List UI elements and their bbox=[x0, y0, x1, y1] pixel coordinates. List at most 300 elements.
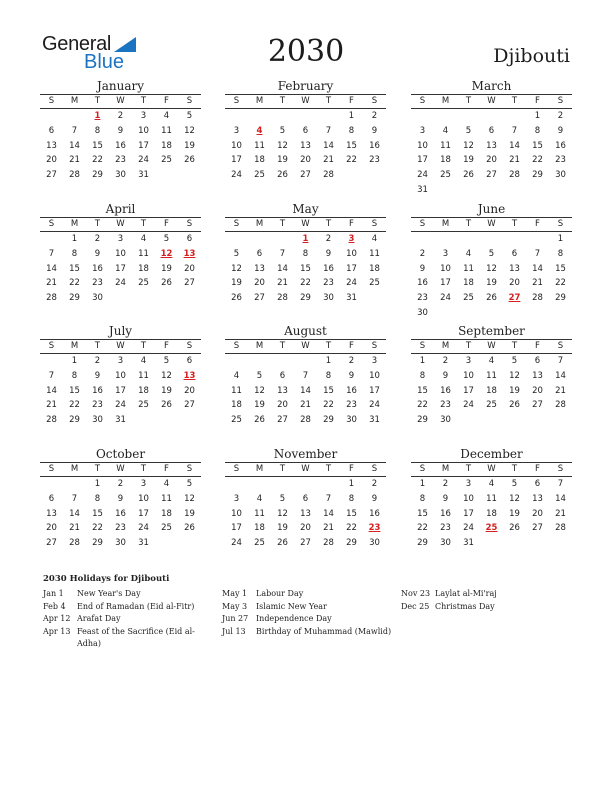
day-cell: 8 bbox=[71, 370, 78, 381]
empty-cell bbox=[294, 109, 317, 124]
day-cell: 15 bbox=[92, 140, 103, 151]
day-cell: 2 bbox=[371, 479, 378, 489]
day-cell: 25 bbox=[440, 170, 451, 181]
day-cell: 27 bbox=[46, 170, 57, 181]
day-cell: 13 bbox=[300, 140, 311, 151]
day-cell: 18 bbox=[254, 155, 265, 166]
day-cell: 24 bbox=[138, 155, 149, 166]
day-cell: 28 bbox=[323, 538, 334, 549]
day-cell: 20 bbox=[46, 523, 57, 534]
weekday-header bbox=[40, 339, 201, 354]
day-cell: 25 bbox=[463, 293, 474, 304]
empty-cell bbox=[271, 354, 294, 369]
weekday-label: M bbox=[255, 219, 264, 229]
month-february bbox=[225, 79, 386, 183]
weekday-label: T bbox=[325, 341, 332, 351]
day-cell: 8 bbox=[419, 370, 426, 381]
weekday-label: F bbox=[164, 96, 169, 106]
day-cell: 7 bbox=[48, 248, 55, 259]
day-cell: 7 bbox=[48, 370, 55, 381]
day-cell: 2 bbox=[557, 111, 564, 121]
day-cell: 30 bbox=[346, 415, 357, 426]
day-cell: 3 bbox=[419, 125, 426, 136]
holiday-date: Jul 13 bbox=[222, 626, 246, 636]
month-august bbox=[225, 324, 386, 428]
day-cell: 8 bbox=[557, 248, 564, 259]
day-cell: 27 bbox=[277, 415, 288, 426]
weekday-label: W bbox=[487, 219, 496, 229]
day-cell: 20 bbox=[532, 508, 543, 519]
weekday-label: F bbox=[349, 219, 354, 229]
day-cell: 6 bbox=[302, 493, 309, 504]
day-cell: 14 bbox=[69, 140, 80, 151]
day-cell: 23 bbox=[323, 278, 334, 289]
empty-cell bbox=[225, 477, 248, 492]
day-cell: 19 bbox=[184, 140, 195, 151]
holiday-name: Christmas Day bbox=[435, 601, 495, 611]
day-cell: 11 bbox=[369, 248, 380, 259]
day-cell: 9 bbox=[94, 248, 101, 259]
holiday-item bbox=[222, 626, 396, 639]
holiday-date: Apr 13 bbox=[43, 626, 71, 636]
day-cell: 23 bbox=[115, 523, 126, 534]
day-cell: 25 bbox=[161, 155, 172, 166]
day-cell: 17 bbox=[440, 278, 451, 289]
empty-cell bbox=[317, 477, 340, 492]
day-grid bbox=[411, 354, 572, 428]
holiday-date: May 3 bbox=[222, 601, 248, 611]
day-cell: 6 bbox=[256, 248, 263, 259]
day-cell: 10 bbox=[138, 493, 149, 504]
day-cell: 6 bbox=[186, 356, 193, 366]
holiday-day-cell: 13 bbox=[183, 370, 196, 381]
weekday-label: S bbox=[233, 464, 240, 474]
day-cell: 11 bbox=[463, 263, 474, 274]
weekday-label: T bbox=[465, 341, 472, 351]
month-december bbox=[411, 447, 572, 551]
day-cell: 15 bbox=[417, 385, 428, 396]
holiday-day-cell: 23 bbox=[368, 523, 381, 534]
day-cell: 28 bbox=[46, 293, 57, 304]
day-cell: 16 bbox=[417, 278, 428, 289]
day-cell: 5 bbox=[186, 111, 193, 121]
day-cell: 27 bbox=[486, 170, 497, 181]
day-cell: 8 bbox=[419, 493, 426, 504]
weekday-label: T bbox=[140, 341, 147, 351]
day-cell: 2 bbox=[117, 479, 124, 489]
day-cell: 31 bbox=[463, 538, 474, 549]
day-cell: 10 bbox=[463, 370, 474, 381]
weekday-label: S bbox=[186, 464, 193, 474]
day-cell: 28 bbox=[532, 293, 543, 304]
day-cell: 12 bbox=[254, 385, 265, 396]
day-cell: 29 bbox=[346, 538, 357, 549]
day-cell: 25 bbox=[138, 278, 149, 289]
holiday-day-cell: 13 bbox=[183, 248, 196, 259]
day-cell: 21 bbox=[46, 400, 57, 411]
weekday-label: W bbox=[301, 341, 310, 351]
weekday-label: F bbox=[164, 219, 169, 229]
day-cell: 18 bbox=[231, 400, 242, 411]
weekday-label: S bbox=[186, 341, 193, 351]
day-cell: 18 bbox=[161, 508, 172, 519]
empty-cell bbox=[457, 232, 480, 247]
day-cell: 10 bbox=[231, 508, 242, 519]
empty-cell bbox=[411, 109, 434, 124]
day-cell: 5 bbox=[465, 125, 472, 136]
month-name: April bbox=[105, 202, 136, 216]
day-cell: 9 bbox=[442, 370, 449, 381]
day-cell: 24 bbox=[138, 523, 149, 534]
month-november bbox=[225, 447, 386, 551]
weekday-label: T bbox=[140, 96, 147, 106]
day-cell: 18 bbox=[486, 508, 497, 519]
month-july bbox=[40, 324, 201, 428]
holiday-day-cell: 4 bbox=[256, 125, 263, 136]
day-cell: 16 bbox=[440, 508, 451, 519]
day-cell: 19 bbox=[254, 400, 265, 411]
day-cell: 2 bbox=[117, 111, 124, 121]
holiday-date: Dec 25 bbox=[401, 601, 430, 611]
day-cell: 4 bbox=[163, 479, 170, 489]
day-cell: 7 bbox=[511, 125, 518, 136]
day-cell: 5 bbox=[186, 479, 193, 489]
empty-cell bbox=[526, 232, 549, 247]
day-cell: 22 bbox=[532, 155, 543, 166]
day-cell: 9 bbox=[371, 493, 378, 504]
day-cell: 19 bbox=[509, 385, 520, 396]
day-cell: 21 bbox=[323, 155, 334, 166]
holiday-day-cell: 12 bbox=[160, 248, 173, 259]
day-cell: 22 bbox=[417, 523, 428, 534]
day-cell: 20 bbox=[300, 523, 311, 534]
day-cell: 2 bbox=[442, 479, 449, 489]
day-cell: 5 bbox=[511, 356, 518, 366]
day-cell: 21 bbox=[532, 278, 543, 289]
weekday-label: S bbox=[233, 96, 240, 106]
day-cell: 16 bbox=[346, 385, 357, 396]
day-cell: 28 bbox=[509, 170, 520, 181]
empty-cell bbox=[248, 354, 271, 369]
day-cell: 30 bbox=[555, 170, 566, 181]
day-cell: 24 bbox=[231, 538, 242, 549]
empty-cell bbox=[225, 232, 248, 247]
day-cell: 6 bbox=[302, 125, 309, 136]
day-cell: 19 bbox=[463, 155, 474, 166]
day-cell: 17 bbox=[417, 155, 428, 166]
day-cell: 24 bbox=[115, 400, 126, 411]
day-grid bbox=[225, 354, 386, 428]
holiday-day-cell: 3 bbox=[348, 234, 355, 244]
day-cell: 16 bbox=[555, 140, 566, 151]
day-cell: 29 bbox=[417, 415, 428, 426]
day-cell: 21 bbox=[69, 155, 80, 166]
month-name: March bbox=[471, 79, 512, 93]
weekday-label: T bbox=[511, 341, 518, 351]
empty-cell bbox=[480, 109, 503, 124]
day-cell: 10 bbox=[115, 248, 126, 259]
holiday-date: Feb 4 bbox=[43, 601, 66, 611]
weekday-label: T bbox=[325, 464, 332, 474]
weekday-label: S bbox=[48, 341, 55, 351]
weekday-label: T bbox=[465, 464, 472, 474]
weekday-label: W bbox=[116, 219, 125, 229]
day-cell: 30 bbox=[323, 293, 334, 304]
day-cell: 30 bbox=[440, 538, 451, 549]
day-cell: 26 bbox=[161, 278, 172, 289]
day-cell: 10 bbox=[369, 370, 380, 381]
day-cell: 7 bbox=[557, 356, 564, 366]
month-january bbox=[40, 79, 201, 183]
weekday-label: S bbox=[557, 341, 564, 351]
day-cell: 23 bbox=[555, 155, 566, 166]
day-cell: 6 bbox=[511, 248, 518, 259]
day-cell: 11 bbox=[138, 370, 149, 381]
day-cell: 17 bbox=[138, 140, 149, 151]
day-cell: 23 bbox=[115, 155, 126, 166]
day-cell: 19 bbox=[161, 263, 172, 274]
day-cell: 22 bbox=[346, 523, 357, 534]
weekday-label: M bbox=[70, 464, 79, 474]
weekday-label: M bbox=[441, 96, 450, 106]
day-cell: 26 bbox=[509, 400, 520, 411]
day-cell: 9 bbox=[419, 263, 426, 274]
weekday-label: T bbox=[279, 464, 286, 474]
day-cell: 2 bbox=[94, 356, 101, 366]
day-cell: 11 bbox=[231, 385, 242, 396]
day-cell: 25 bbox=[138, 400, 149, 411]
weekday-label: W bbox=[301, 464, 310, 474]
day-cell: 29 bbox=[69, 415, 80, 426]
day-cell: 7 bbox=[279, 248, 286, 259]
day-cell: 29 bbox=[92, 170, 103, 181]
day-cell: 13 bbox=[300, 508, 311, 519]
day-cell: 22 bbox=[300, 278, 311, 289]
holiday-day-cell: 1 bbox=[302, 234, 309, 244]
day-cell: 27 bbox=[532, 523, 543, 534]
holiday-item bbox=[43, 601, 217, 614]
day-cell: 28 bbox=[46, 415, 57, 426]
weekday-label: S bbox=[557, 219, 564, 229]
day-cell: 22 bbox=[323, 400, 334, 411]
day-cell: 15 bbox=[346, 140, 357, 151]
day-grid bbox=[411, 477, 572, 551]
day-cell: 23 bbox=[92, 278, 103, 289]
empty-cell bbox=[294, 477, 317, 492]
day-cell: 12 bbox=[509, 493, 520, 504]
day-cell: 25 bbox=[231, 415, 242, 426]
day-cell: 21 bbox=[555, 508, 566, 519]
day-cell: 30 bbox=[115, 538, 126, 549]
day-cell: 14 bbox=[300, 385, 311, 396]
weekday-label: S bbox=[371, 219, 378, 229]
day-cell: 25 bbox=[161, 523, 172, 534]
day-cell: 28 bbox=[555, 400, 566, 411]
empty-cell bbox=[248, 109, 271, 124]
day-cell: 16 bbox=[92, 385, 103, 396]
holiday-name: New Year's Day bbox=[77, 589, 141, 598]
day-cell: 13 bbox=[46, 508, 57, 519]
weekday-label: S bbox=[419, 96, 426, 106]
day-cell: 25 bbox=[254, 538, 265, 549]
holiday-name: Islamic New Year bbox=[256, 601, 327, 611]
day-cell: 24 bbox=[346, 278, 357, 289]
day-cell: 10 bbox=[231, 140, 242, 151]
weekday-label: W bbox=[116, 464, 125, 474]
brand-name-blue: Blue bbox=[84, 51, 125, 73]
day-cell: 29 bbox=[417, 538, 428, 549]
day-cell: 7 bbox=[71, 125, 78, 136]
day-cell: 28 bbox=[555, 523, 566, 534]
day-cell: 13 bbox=[277, 385, 288, 396]
weekday-label: W bbox=[116, 341, 125, 351]
weekday-header bbox=[411, 339, 572, 354]
day-cell: 2 bbox=[325, 234, 332, 244]
day-cell: 21 bbox=[323, 523, 334, 534]
weekday-label: T bbox=[94, 464, 101, 474]
day-cell: 12 bbox=[184, 125, 195, 136]
empty-cell bbox=[225, 354, 248, 369]
holiday-item bbox=[222, 613, 396, 626]
day-cell: 17 bbox=[138, 508, 149, 519]
weekday-label: W bbox=[301, 219, 310, 229]
weekday-label: T bbox=[279, 341, 286, 351]
day-cell: 19 bbox=[277, 155, 288, 166]
calendar-year: 2030 bbox=[267, 34, 345, 69]
day-cell: 9 bbox=[117, 493, 124, 504]
day-cell: 2 bbox=[348, 356, 355, 366]
weekday-label: M bbox=[255, 96, 264, 106]
day-cell: 13 bbox=[46, 140, 57, 151]
weekday-label: S bbox=[419, 341, 426, 351]
day-cell: 7 bbox=[534, 248, 541, 259]
day-cell: 7 bbox=[302, 370, 309, 381]
day-cell: 24 bbox=[417, 170, 428, 181]
weekday-label: T bbox=[279, 219, 286, 229]
day-cell: 31 bbox=[369, 415, 380, 426]
day-cell: 1 bbox=[348, 111, 355, 121]
holiday-name: Arafat Day bbox=[77, 614, 121, 623]
day-cell: 25 bbox=[369, 278, 380, 289]
holiday-day-cell: 27 bbox=[508, 293, 521, 304]
holiday-column bbox=[43, 588, 217, 651]
day-cell: 23 bbox=[92, 400, 103, 411]
day-cell: 25 bbox=[254, 170, 265, 181]
weekday-header bbox=[225, 217, 386, 232]
day-cell: 3 bbox=[117, 356, 124, 366]
day-cell: 11 bbox=[254, 508, 265, 519]
day-cell: 31 bbox=[417, 184, 428, 195]
empty-cell bbox=[248, 232, 271, 247]
day-cell: 3 bbox=[465, 479, 472, 489]
weekday-label: F bbox=[535, 341, 540, 351]
weekday-label: S bbox=[186, 96, 193, 106]
day-cell: 16 bbox=[369, 508, 380, 519]
day-cell: 9 bbox=[348, 370, 355, 381]
weekday-label: M bbox=[255, 341, 264, 351]
day-cell: 26 bbox=[184, 155, 195, 166]
empty-cell bbox=[434, 232, 457, 247]
brand-name-general: General bbox=[42, 33, 112, 55]
day-cell: 5 bbox=[511, 479, 518, 489]
day-cell: 22 bbox=[92, 523, 103, 534]
weekday-label: F bbox=[349, 464, 354, 474]
day-cell: 17 bbox=[115, 385, 126, 396]
day-cell: 9 bbox=[442, 493, 449, 504]
weekday-label: M bbox=[70, 96, 79, 106]
day-cell: 14 bbox=[555, 370, 566, 381]
day-cell: 7 bbox=[557, 479, 564, 489]
day-cell: 30 bbox=[440, 415, 451, 426]
day-cell: 23 bbox=[346, 400, 357, 411]
weekday-header bbox=[411, 94, 572, 109]
day-cell: 16 bbox=[369, 140, 380, 151]
empty-cell bbox=[503, 232, 526, 247]
day-grid bbox=[40, 232, 201, 306]
day-cell: 20 bbox=[486, 155, 497, 166]
day-cell: 24 bbox=[440, 293, 451, 304]
empty-cell bbox=[480, 232, 503, 247]
weekday-label: T bbox=[511, 219, 518, 229]
day-cell: 29 bbox=[300, 293, 311, 304]
day-cell: 9 bbox=[325, 248, 332, 259]
day-cell: 23 bbox=[417, 293, 428, 304]
day-cell: 20 bbox=[184, 263, 195, 274]
day-cell: 12 bbox=[277, 140, 288, 151]
weekday-label: M bbox=[70, 341, 79, 351]
day-cell: 6 bbox=[48, 493, 55, 504]
day-cell: 13 bbox=[532, 370, 543, 381]
weekday-label: S bbox=[419, 464, 426, 474]
day-cell: 15 bbox=[323, 385, 334, 396]
day-cell: 27 bbox=[46, 538, 57, 549]
day-cell: 5 bbox=[279, 493, 286, 504]
day-cell: 7 bbox=[71, 493, 78, 504]
day-cell: 27 bbox=[300, 538, 311, 549]
day-cell: 3 bbox=[465, 356, 472, 366]
weekday-label: T bbox=[140, 464, 147, 474]
day-cell: 30 bbox=[92, 415, 103, 426]
day-cell: 10 bbox=[463, 493, 474, 504]
day-cell: 9 bbox=[117, 125, 124, 136]
day-cell: 1 bbox=[71, 234, 78, 244]
day-cell: 18 bbox=[486, 385, 497, 396]
day-cell: 12 bbox=[463, 140, 474, 151]
day-cell: 27 bbox=[184, 400, 195, 411]
empty-cell bbox=[271, 109, 294, 124]
day-cell: 26 bbox=[463, 170, 474, 181]
weekday-label: F bbox=[349, 341, 354, 351]
day-cell: 25 bbox=[486, 400, 497, 411]
day-cell: 5 bbox=[279, 125, 286, 136]
day-grid bbox=[40, 354, 201, 428]
day-cell: 1 bbox=[94, 479, 101, 489]
month-name: June bbox=[477, 202, 506, 216]
day-cell: 20 bbox=[509, 278, 520, 289]
day-cell: 11 bbox=[138, 248, 149, 259]
weekday-label: S bbox=[48, 464, 55, 474]
day-cell: 20 bbox=[532, 385, 543, 396]
day-cell: 8 bbox=[325, 370, 332, 381]
month-april bbox=[40, 202, 201, 306]
day-cell: 6 bbox=[488, 125, 495, 136]
day-cell: 11 bbox=[161, 493, 172, 504]
day-cell: 12 bbox=[161, 370, 172, 381]
day-cell: 11 bbox=[440, 140, 451, 151]
day-cell: 28 bbox=[69, 170, 80, 181]
day-cell: 4 bbox=[233, 370, 240, 381]
day-cell: 9 bbox=[371, 125, 378, 136]
